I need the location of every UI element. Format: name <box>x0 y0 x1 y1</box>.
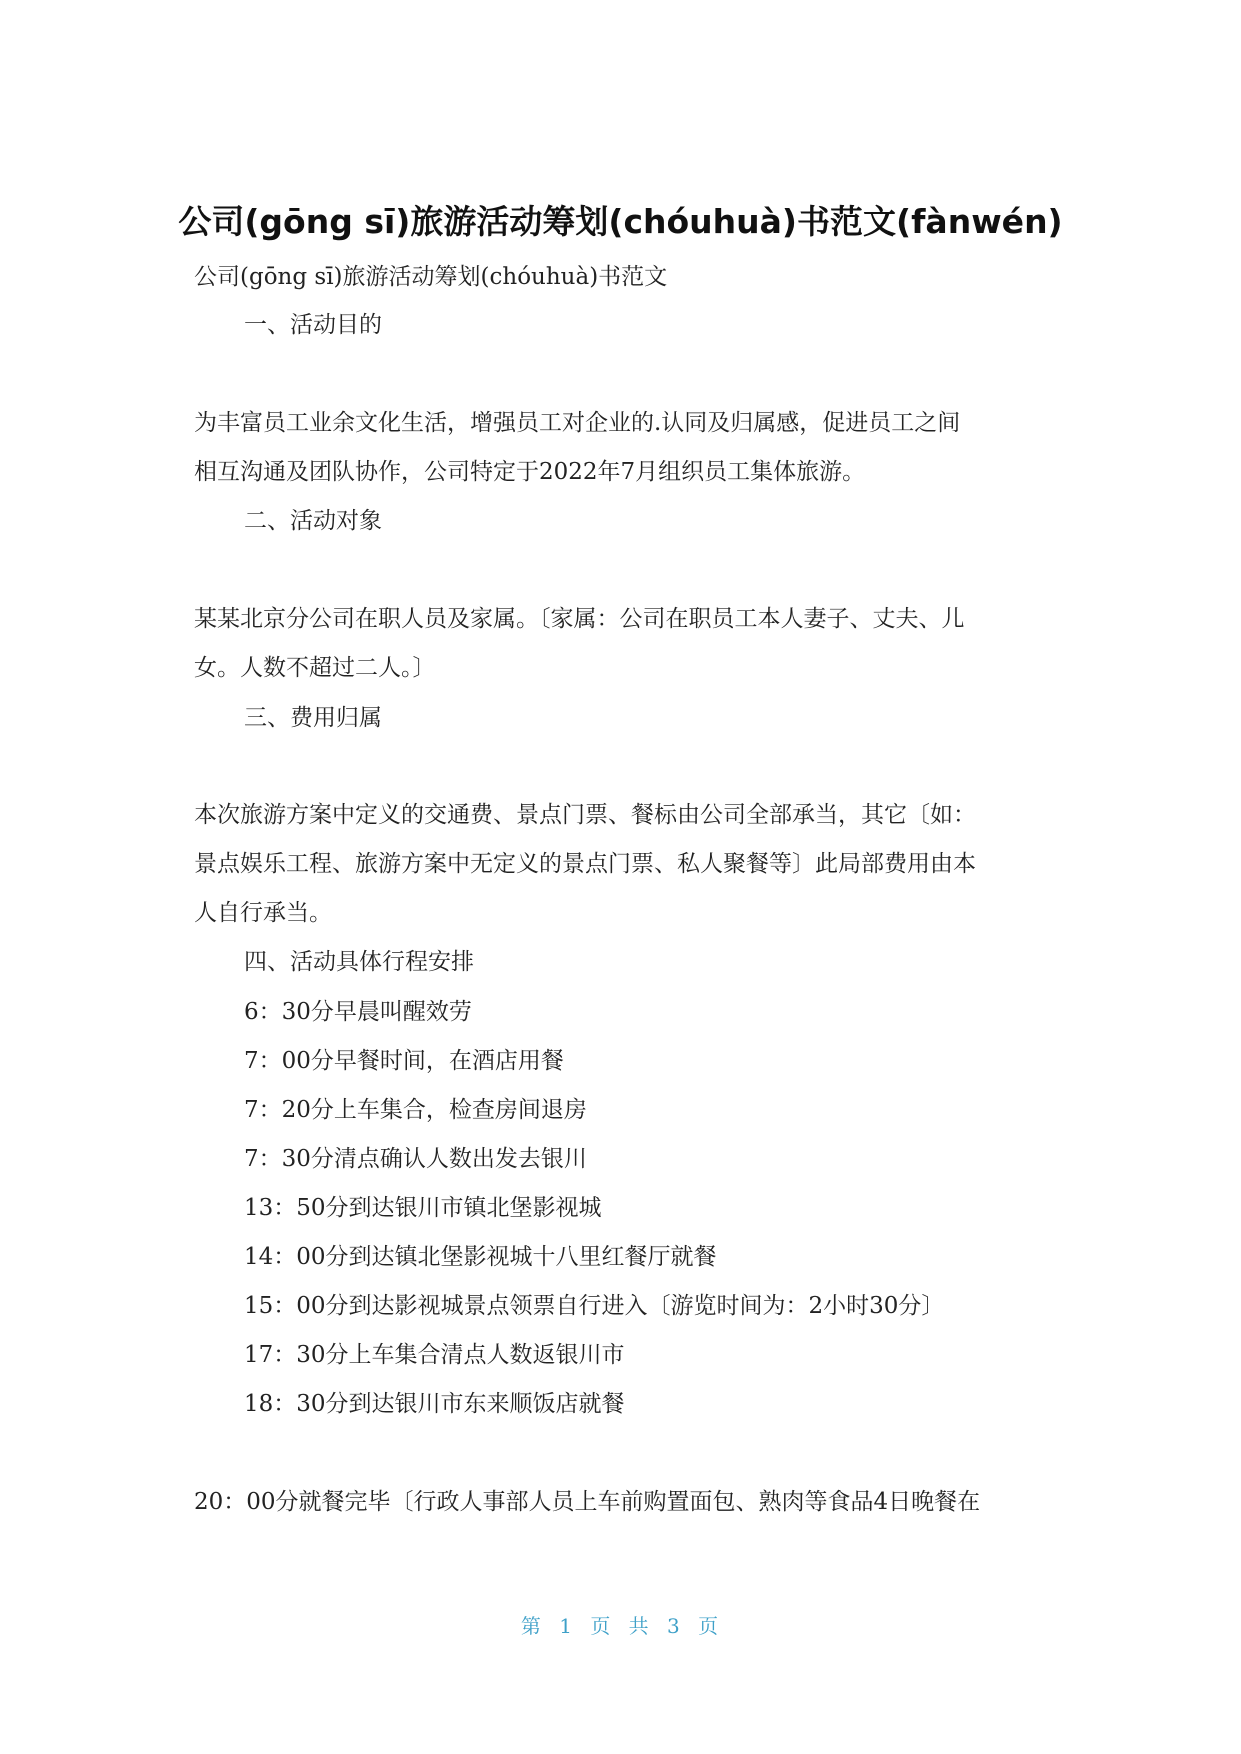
schedule-item: 13：50分到达银川市镇北堡影视城 <box>244 1195 602 1221</box>
schedule-item: 7：20分上车集合，检查房间退房 <box>244 1097 587 1123</box>
paragraph-line: 人自行承当。 <box>194 900 332 926</box>
section-heading-purpose: 一、活动目的 <box>244 312 382 338</box>
page-number-footer: 第 1 页 共 3 页 <box>520 1614 721 1638</box>
schedule-item: 6：30分早晨叫醒效劳 <box>244 999 472 1025</box>
schedule-item: 18：30分到达银川市东来顺饭店就餐 <box>244 1391 625 1417</box>
document-title: 公司(gōng sī)旅游活动筹划(chóuhuà)书范文(fànwén) <box>178 202 1063 241</box>
paragraph-line: 某某北京分公司在职人员及家属。〔家属：公司在职员工本人妻子、丈夫、儿 <box>194 606 965 632</box>
paragraph-line: 本次旅游方案中定义的交通费、景点门票、餐标由公司全部承当，其它〔如： <box>194 802 976 828</box>
schedule-item: 14：00分到达镇北堡影视城十八里红餐厅就餐 <box>244 1244 717 1270</box>
section-heading-participants: 二、活动对象 <box>244 508 382 534</box>
document-subtitle: 公司(gōng sī)旅游活动筹划(chóuhuà)书范文 <box>194 264 668 290</box>
schedule-item: 7：30分清点确认人数出发去银川 <box>244 1146 587 1172</box>
paragraph-line: 女。人数不超过二人。〕 <box>194 655 436 681</box>
schedule-item: 17：30分上车集合清点人数返银川市 <box>244 1342 625 1368</box>
paragraph-line: 景点娱乐工程、旅游方案中无定义的景点门票、私人聚餐等〕此局部费用由本 <box>194 851 976 877</box>
schedule-item: 7：00分早餐时间，在酒店用餐 <box>244 1048 564 1074</box>
section-heading-costs: 三、费用归属 <box>244 705 382 731</box>
paragraph-line: 20：00分就餐完毕〔行政人事部人员上车前购置面包、熟肉等食品4日晚餐在 <box>194 1489 981 1515</box>
schedule-item: 15：00分到达影视城景点领票自行进入〔游览时间为：2小时30分〕 <box>244 1293 945 1319</box>
paragraph-line: 为丰富员工业余文化生活，增强员工对企业的.认同及归属感，促进员工之间 <box>194 410 961 436</box>
section-heading-itinerary: 四、活动具体行程安排 <box>244 949 474 975</box>
paragraph-line: 相互沟通及团队协作，公司特定于2022年7月组织员工集体旅游。 <box>194 459 866 485</box>
